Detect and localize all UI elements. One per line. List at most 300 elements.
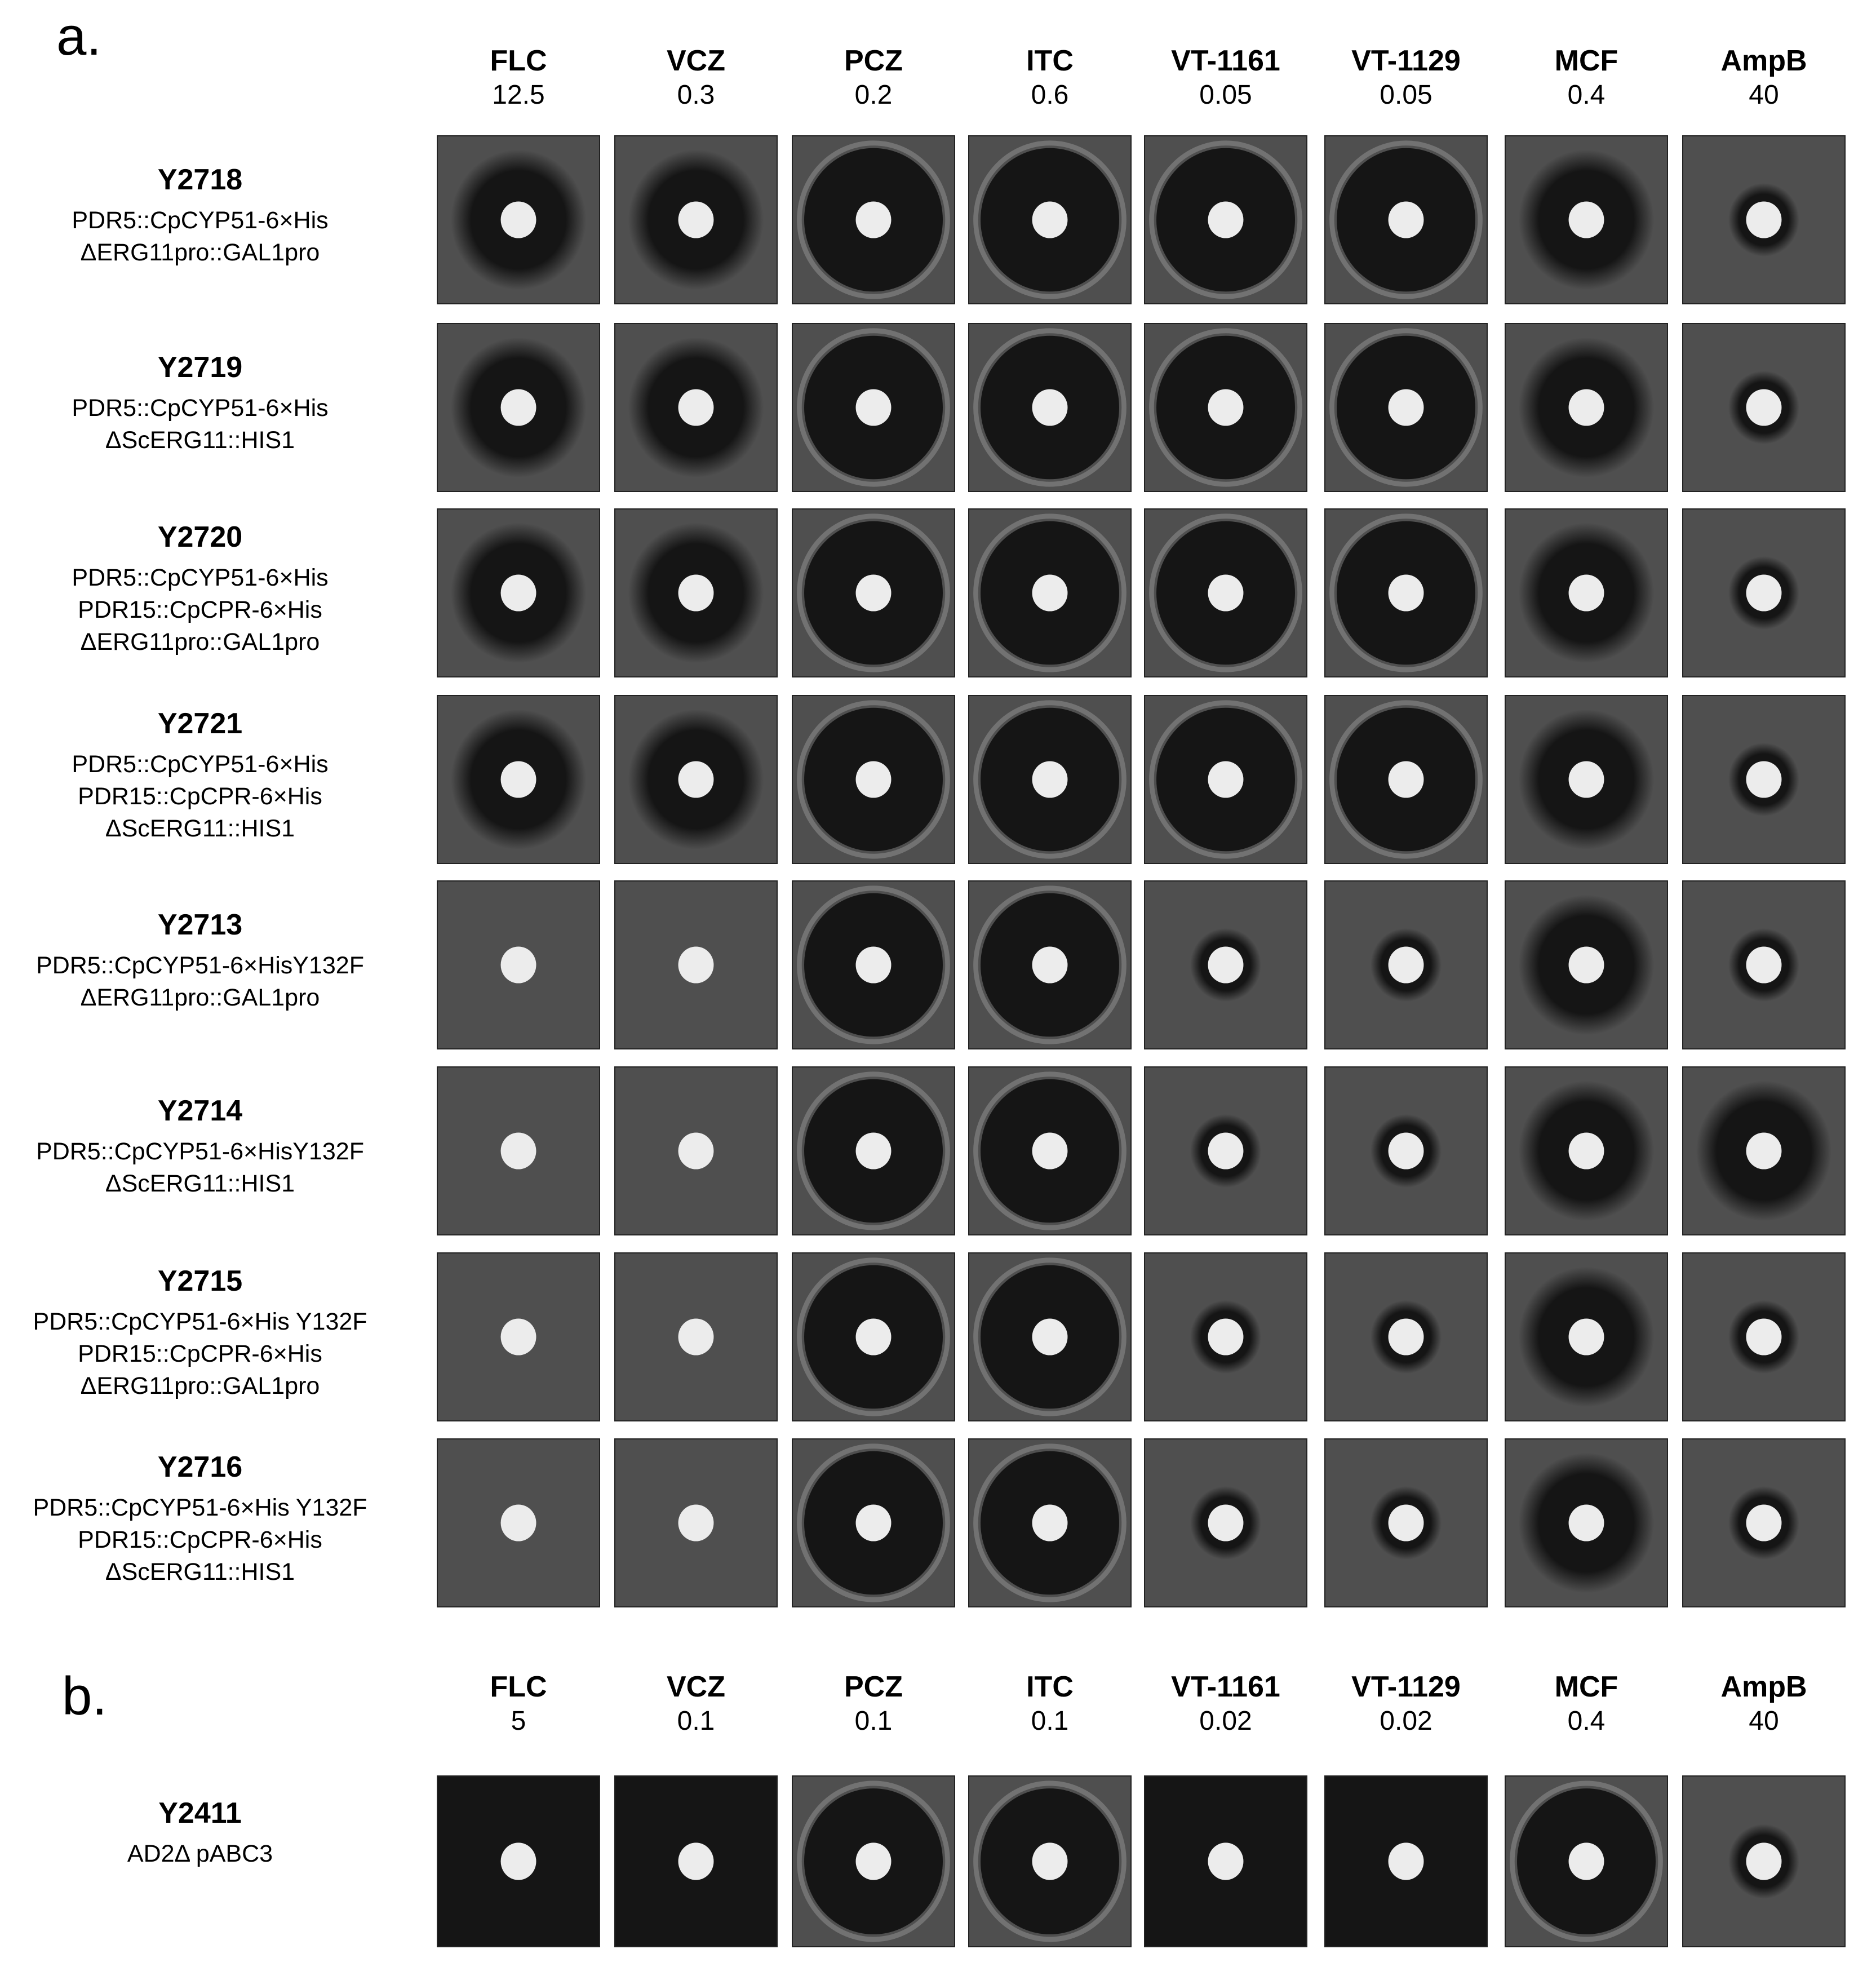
antibiotic-disc (856, 1504, 892, 1541)
plate-y2713-mcf (1505, 880, 1668, 1049)
antibiotic-disc (1569, 946, 1604, 983)
plate-image (969, 696, 1130, 863)
column-header-flc (434, 42, 603, 111)
genotype-line: PDR5::CpCYP51-6×His (72, 564, 329, 591)
antibiotic-disc (1746, 761, 1782, 798)
plate-y2714-mcf (1505, 1066, 1668, 1235)
plate-y2716-vt-1129 (1324, 1438, 1488, 1607)
plate-y2718-vcz (614, 135, 778, 304)
antibiotic-disc (1746, 389, 1782, 426)
drug-name: MCF (1554, 1671, 1618, 1703)
genotype-line: ΔERG11pro::GAL1pro (80, 1372, 320, 1399)
drug-name: VT-1161 (1171, 45, 1280, 77)
plate-image (1145, 1439, 1306, 1606)
column-header-flc (434, 1668, 603, 1737)
strain-label (6, 907, 394, 1014)
antibiotic-disc (1746, 574, 1782, 611)
drug-name: PCZ (844, 45, 903, 77)
antibiotic-disc (1569, 201, 1604, 238)
strain-id: Y2721 (157, 707, 243, 740)
drug-name: FLC (490, 45, 547, 77)
strain-id: Y2719 (157, 351, 243, 384)
plate-y2721-mcf (1505, 695, 1668, 864)
antibiotic-disc (1569, 389, 1604, 426)
antibiotic-disc (1569, 1504, 1604, 1541)
antibiotic-disc (678, 946, 714, 983)
antibiotic-disc (1389, 946, 1424, 983)
antibiotic-disc (856, 201, 892, 238)
plate-y2718-flc (437, 135, 600, 304)
plate-y2720-mcf (1505, 508, 1668, 677)
plate-image (1325, 510, 1487, 676)
plate-y2721-ampb (1682, 695, 1846, 864)
plate-y2411-pcz (792, 1775, 955, 1947)
plate-y2719-ampb (1682, 323, 1846, 492)
drug-concentration: 0.1 (677, 1706, 715, 1736)
genotype-line: PDR5::CpCYP51-6×His (72, 395, 329, 422)
drug-concentration: 12.5 (492, 80, 545, 110)
plate-y2714-vcz (614, 1066, 778, 1235)
plate-y2714-itc (968, 1066, 1132, 1235)
plate-image (1683, 1253, 1844, 1420)
antibiotic-disc (678, 1132, 714, 1169)
strain-id: Y2411 (158, 1797, 242, 1830)
plate-y2714-flc (437, 1066, 600, 1235)
plate-image (1683, 1067, 1844, 1234)
column-header-itc (965, 42, 1134, 111)
plate-image (438, 696, 599, 863)
plate-image (969, 324, 1130, 491)
plate-y2716-mcf (1505, 1438, 1668, 1607)
antibiotic-disc (1208, 1132, 1244, 1169)
plate-y2721-vt-1129 (1324, 695, 1488, 864)
plate-y2713-ampb (1682, 880, 1846, 1049)
strain-id: Y2720 (157, 520, 243, 553)
antibiotic-disc (1208, 201, 1244, 238)
antibiotic-disc (1032, 1132, 1068, 1169)
antibiotic-disc (678, 761, 714, 798)
genotype-line: ΔERG11pro::GAL1pro (80, 984, 320, 1011)
drug-concentration: 0.02 (1380, 1706, 1432, 1736)
plate-y2716-ampb (1682, 1438, 1846, 1607)
genotype-line: PDR15::CpCPR-6×His (78, 596, 322, 623)
antibiotic-disc (1032, 946, 1068, 983)
antibiotic-disc (1389, 1132, 1424, 1169)
plate-image (1145, 324, 1306, 491)
drug-concentration: 0.6 (1031, 80, 1069, 110)
antibiotic-disc (856, 1842, 892, 1880)
plate-y2713-vt-1129 (1324, 880, 1488, 1049)
drug-concentration: 0.3 (677, 80, 715, 110)
plate-y2720-itc (968, 508, 1132, 677)
plate-image (1325, 1067, 1487, 1234)
plate-image (438, 1777, 599, 1946)
plate-image (1325, 324, 1487, 491)
strain-label (6, 519, 394, 658)
plate-y2716-pcz (792, 1438, 955, 1607)
genotype-line: PDR5::CpCYP51-6×HisY132F (36, 1138, 364, 1165)
drug-name: ITC (1026, 45, 1074, 77)
column-header-vcz (611, 42, 780, 111)
antibiotic-disc (1389, 574, 1424, 611)
plate-image (1325, 1777, 1487, 1946)
plate-image (615, 696, 777, 863)
plate-y2713-vcz (614, 880, 778, 1049)
antibiotic-disc (1208, 389, 1244, 426)
antibiotic-disc (501, 1842, 536, 1880)
plate-y2719-itc (968, 323, 1132, 492)
plate-image (1683, 324, 1844, 491)
plate-image (793, 696, 954, 863)
antibiotic-disc (501, 761, 536, 798)
antibiotic-disc (678, 1504, 714, 1541)
plate-y2719-vt-1129 (1324, 323, 1488, 492)
plate-image (969, 1439, 1130, 1606)
drug-concentration: 0.02 (1199, 1706, 1252, 1736)
antibiotic-disc (1746, 946, 1782, 983)
strain-label (6, 349, 394, 457)
plate-y2720-ampb (1682, 508, 1846, 677)
plate-y2719-pcz (792, 323, 955, 492)
plate-y2721-pcz (792, 695, 955, 864)
plate-image (1145, 1253, 1306, 1420)
genotype-line: ΔScERG11::HIS1 (105, 427, 295, 454)
drug-concentration: 0.4 (1567, 80, 1606, 110)
antibiotic-disc (1032, 1504, 1068, 1541)
antibiotic-disc (501, 1132, 536, 1169)
genotype-line: ΔERG11pro::GAL1pro (80, 628, 320, 655)
drug-name: FLC (490, 1671, 547, 1703)
drug-name: VT-1129 (1351, 1671, 1461, 1703)
drug-concentration: 40 (1749, 80, 1779, 110)
column-header-pcz (789, 1668, 958, 1737)
genotype-line: PDR15::CpCPR-6×His (78, 1340, 322, 1367)
plate-image (1506, 1253, 1667, 1420)
plate-y2721-itc (968, 695, 1132, 864)
antibiotic-disc (1746, 1132, 1782, 1169)
plate-image (1325, 882, 1487, 1048)
plate-image (438, 1067, 599, 1234)
plate-y2721-vcz (614, 695, 778, 864)
antibiotic-disc (1208, 1504, 1244, 1541)
genotype-line: ΔERG11pro::GAL1pro (80, 239, 320, 266)
antibiotic-disc (501, 574, 536, 611)
strain-id: Y2715 (157, 1264, 243, 1297)
plate-y2714-vt-1161 (1144, 1066, 1307, 1235)
plate-image (615, 1253, 777, 1420)
plate-image (1145, 696, 1306, 863)
plate-y2713-vt-1161 (1144, 880, 1307, 1049)
antibiotic-disc (501, 201, 536, 238)
plate-y2715-mcf (1505, 1252, 1668, 1421)
plate-image (969, 510, 1130, 676)
plate-y2411-mcf (1505, 1775, 1668, 1947)
drug-name: MCF (1554, 45, 1618, 77)
antibiotic-disc (678, 389, 714, 426)
plate-image (1145, 510, 1306, 676)
antibiotic-disc (856, 1132, 892, 1169)
plate-y2715-ampb (1682, 1252, 1846, 1421)
drug-concentration: 0.05 (1199, 80, 1252, 110)
plate-image (1683, 696, 1844, 863)
drug-concentration: 5 (511, 1706, 526, 1736)
drug-name: AmpB (1720, 45, 1807, 77)
antibiotic-disc (678, 201, 714, 238)
plate-image (793, 1777, 954, 1946)
plate-y2716-flc (437, 1438, 600, 1607)
antibiotic-disc (1208, 574, 1244, 611)
plate-y2719-vcz (614, 323, 778, 492)
antibiotic-disc (856, 1318, 892, 1355)
antibiotic-disc (1389, 201, 1424, 238)
column-header-vt-1161 (1141, 42, 1310, 111)
strain-label (6, 1795, 394, 1870)
antibiotic-disc (1032, 1318, 1068, 1355)
drug-concentration: 0.05 (1380, 80, 1432, 110)
column-header-ampb (1679, 42, 1848, 111)
plate-y2716-vcz (614, 1438, 778, 1607)
plate-image (793, 324, 954, 491)
plate-image (438, 1253, 599, 1420)
plate-y2716-vt-1161 (1144, 1438, 1307, 1607)
antibiotic-disc (856, 574, 892, 611)
drug-name: VCZ (667, 1671, 725, 1703)
plate-y2714-ampb (1682, 1066, 1846, 1235)
plate-y2715-vt-1129 (1324, 1252, 1488, 1421)
column-header-itc (965, 1668, 1134, 1737)
plate-image (438, 882, 599, 1048)
plate-y2715-vt-1161 (1144, 1252, 1307, 1421)
strain-id: Y2713 (157, 909, 243, 941)
strain-id: Y2716 (157, 1450, 243, 1483)
plate-y2411-vcz (614, 1775, 778, 1947)
antibiotic-disc (1208, 761, 1244, 798)
antibiotic-disc (1389, 1842, 1424, 1880)
plate-image (1683, 1439, 1844, 1606)
plate-image (1506, 136, 1667, 303)
drug-name: PCZ (844, 1671, 903, 1703)
column-header-vt-1161 (1141, 1668, 1310, 1737)
plate-image (793, 882, 954, 1048)
plate-image (615, 1067, 777, 1234)
genotype-line: PDR5::CpCYP51-6×His (72, 750, 329, 778)
genotype-line: AD2Δ pABC3 (127, 1840, 273, 1867)
strain-label (6, 706, 394, 845)
genotype-line: ΔScERG11::HIS1 (105, 814, 295, 842)
antibiotic-disc (501, 946, 536, 983)
column-header-mcf (1502, 42, 1671, 111)
antibiotic-disc (1032, 1842, 1068, 1880)
antibiotic-disc (1389, 1504, 1424, 1541)
antibiotic-disc (1746, 1842, 1782, 1880)
antibiotic-disc (856, 946, 892, 983)
drug-name: VT-1161 (1171, 1671, 1280, 1703)
antibiotic-disc (1032, 574, 1068, 611)
drug-concentration: 0.2 (854, 80, 893, 110)
plate-image (1683, 882, 1844, 1048)
plate-image (1145, 136, 1306, 303)
column-header-vt-1129 (1321, 42, 1491, 111)
genotype-line: PDR5::CpCYP51-6×His Y132F (33, 1308, 367, 1335)
column-header-ampb (1679, 1668, 1848, 1737)
plate-image (615, 510, 777, 676)
plate-y2714-pcz (792, 1066, 955, 1235)
plate-y2720-vt-1129 (1324, 508, 1488, 677)
strain-id: Y2714 (157, 1095, 243, 1127)
antibiotic-disc (501, 1318, 536, 1355)
column-header-vt-1129 (1321, 1668, 1491, 1737)
plate-image (969, 1777, 1130, 1946)
plate-image (969, 1067, 1130, 1234)
plate-y2411-flc (437, 1775, 600, 1947)
drug-name: VT-1129 (1351, 45, 1461, 77)
plate-image (969, 136, 1130, 303)
plate-image (615, 1439, 777, 1606)
plate-y2715-flc (437, 1252, 600, 1421)
antibiotic-disc (1032, 201, 1068, 238)
panel-b-label: b. (62, 1666, 108, 1726)
plate-image (1506, 1439, 1667, 1606)
antibiotic-disc (1389, 389, 1424, 426)
plate-y2715-vcz (614, 1252, 778, 1421)
antibiotic-disc (678, 574, 714, 611)
plate-image (438, 1439, 599, 1606)
drug-concentration: 0.1 (1031, 1706, 1069, 1736)
column-header-mcf (1502, 1668, 1671, 1737)
plate-y2718-vt-1161 (1144, 135, 1307, 304)
plate-y2719-vt-1161 (1144, 323, 1307, 492)
plate-image (1506, 1777, 1667, 1946)
plate-image (615, 324, 777, 491)
plate-image (793, 136, 954, 303)
plate-y2411-vt-1129 (1324, 1775, 1488, 1947)
plate-y2713-pcz (792, 880, 955, 1049)
strain-id: Y2718 (157, 163, 243, 196)
plate-y2720-flc (437, 508, 600, 677)
plate-image (793, 1067, 954, 1234)
antibiotic-disc (1032, 761, 1068, 798)
plate-image (1145, 1777, 1306, 1946)
genotype-line: PDR5::CpCYP51-6×His (72, 207, 329, 234)
plate-y2411-itc (968, 1775, 1132, 1947)
plate-y2718-itc (968, 135, 1132, 304)
antibiotic-disc (1746, 1504, 1782, 1541)
plate-image (615, 882, 777, 1048)
plate-image (1325, 136, 1487, 303)
genotype-line: PDR5::CpCYP51-6×HisY132F (36, 952, 364, 979)
panel-a-label: a. (56, 6, 102, 67)
antibiotic-disc (1569, 761, 1604, 798)
plate-y2411-vt-1161 (1144, 1775, 1307, 1947)
strain-label (6, 1263, 394, 1402)
antibiotic-disc (1569, 1842, 1604, 1880)
plate-y2720-pcz (792, 508, 955, 677)
plate-image (969, 882, 1130, 1048)
antibiotic-disc (1208, 1318, 1244, 1355)
plate-image (438, 136, 599, 303)
antibiotic-disc (1389, 1318, 1424, 1355)
plate-image (1325, 1439, 1487, 1606)
antibiotic-disc (1208, 1842, 1244, 1880)
antibiotic-disc (678, 1842, 714, 1880)
plate-image (793, 510, 954, 676)
strain-label (6, 1449, 394, 1588)
plate-image (793, 1253, 954, 1420)
column-header-pcz (789, 42, 958, 111)
plate-image (615, 136, 777, 303)
antibiotic-disc (501, 1504, 536, 1541)
antibiotic-disc (501, 389, 536, 426)
drug-name: AmpB (1720, 1671, 1807, 1703)
strain-label (6, 162, 394, 269)
drug-concentration: 0.4 (1567, 1706, 1606, 1736)
plate-image (1325, 696, 1487, 863)
plate-image (1683, 1777, 1844, 1946)
antibiotic-disc (1746, 1318, 1782, 1355)
plate-y2715-itc (968, 1252, 1132, 1421)
antibiotic-disc (1032, 389, 1068, 426)
drug-name: ITC (1026, 1671, 1074, 1703)
plate-image (1683, 510, 1844, 676)
antibiotic-disc (1569, 574, 1604, 611)
genotype-line: ΔScERG11::HIS1 (105, 1558, 295, 1585)
plate-image (1683, 136, 1844, 303)
plate-image (1506, 324, 1667, 491)
genotype-line: PDR15::CpCPR-6×His (78, 782, 322, 810)
antibiotic-disc (678, 1318, 714, 1355)
plate-image (438, 510, 599, 676)
antibiotic-disc (1208, 946, 1244, 983)
plate-y2715-pcz (792, 1252, 955, 1421)
plate-image (615, 1777, 777, 1946)
genotype-line: PDR5::CpCYP51-6×His Y132F (33, 1494, 367, 1521)
plate-y2718-pcz (792, 135, 955, 304)
plate-y2719-flc (437, 323, 600, 492)
drug-concentration: 40 (1749, 1706, 1779, 1736)
plate-image (793, 1439, 954, 1606)
plate-y2716-itc (968, 1438, 1132, 1607)
drug-name: VCZ (667, 45, 725, 77)
plate-image (1506, 1067, 1667, 1234)
antibiotic-disc (1569, 1318, 1604, 1355)
plate-image (1325, 1253, 1487, 1420)
antibiotic-disc (1569, 1132, 1604, 1169)
plate-image (438, 324, 599, 491)
plate-y2720-vt-1161 (1144, 508, 1307, 677)
plate-y2714-vt-1129 (1324, 1066, 1488, 1235)
plate-y2411-ampb (1682, 1775, 1846, 1947)
plate-image (1506, 510, 1667, 676)
plate-y2718-mcf (1505, 135, 1668, 304)
plate-y2721-flc (437, 695, 600, 864)
plate-image (1506, 882, 1667, 1048)
plate-y2718-ampb (1682, 135, 1846, 304)
plate-y2718-vt-1129 (1324, 135, 1488, 304)
plate-image (1506, 696, 1667, 863)
plate-y2720-vcz (614, 508, 778, 677)
plate-y2713-itc (968, 880, 1132, 1049)
antibiotic-disc (1746, 201, 1782, 238)
plate-image (1145, 1067, 1306, 1234)
genotype-line: ΔScERG11::HIS1 (105, 1170, 295, 1197)
plate-y2713-flc (437, 880, 600, 1049)
antibiotic-disc (856, 761, 892, 798)
strain-label (6, 1093, 394, 1200)
plate-image (1145, 882, 1306, 1048)
plate-y2719-mcf (1505, 323, 1668, 492)
antibiotic-disc (1389, 761, 1424, 798)
plate-image (969, 1253, 1130, 1420)
